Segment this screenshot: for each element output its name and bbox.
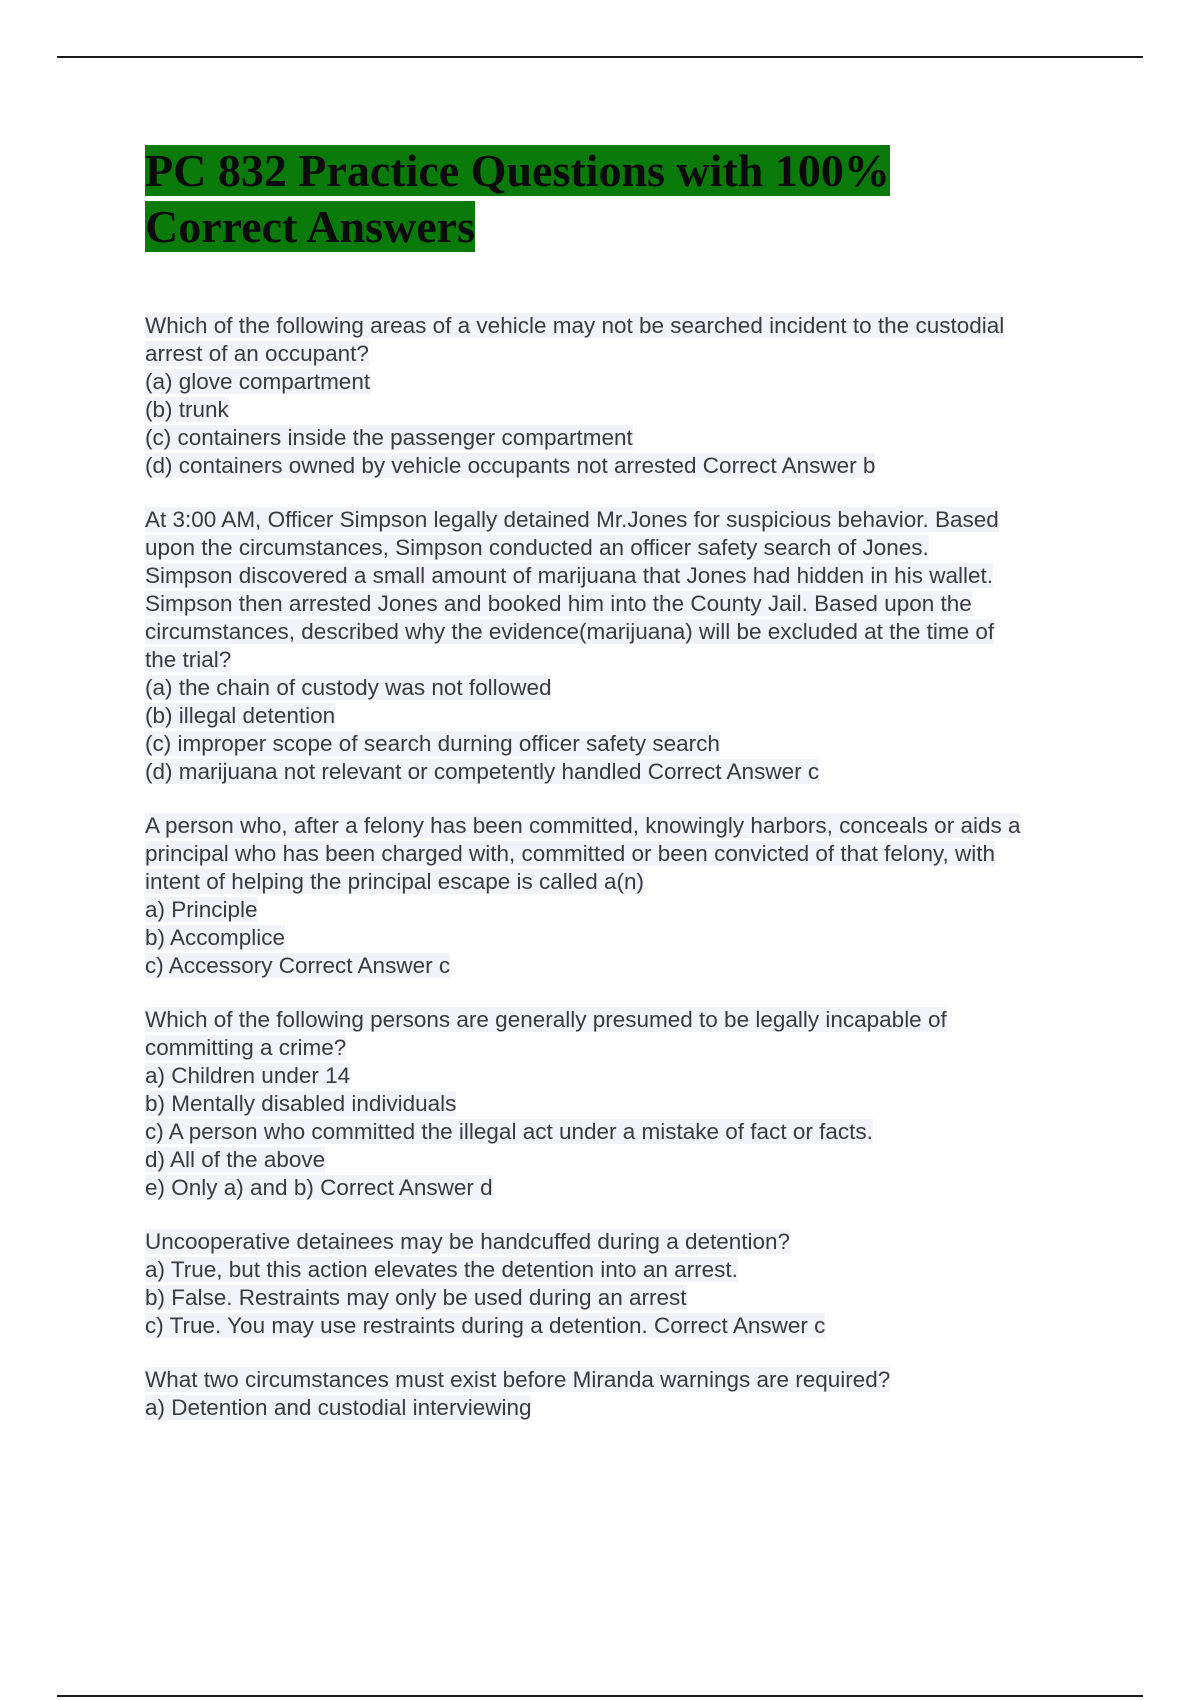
answer-option: c) Accessory Correct Answer c (145, 953, 451, 978)
question-text: A person who, after a felony has been committed, knowingly harbors, conceals or aids a (145, 813, 1021, 838)
answer-option: a) Principle (145, 897, 258, 922)
answer-option: a) True, but this action elevates the detention into an arrest. (145, 1257, 738, 1282)
title-line-2: Correct Answers (145, 201, 475, 252)
question-text: Which of the following areas of a vehicle may not be searched incident to the custodial (145, 313, 1005, 338)
question-text: arrest of an occupant? (145, 341, 369, 366)
answer-option: a) Children under 14 (145, 1063, 351, 1088)
top-rule (57, 56, 1143, 58)
answer-option: (d) containers owned by vehicle occupants not arrested Correct Answer b (145, 453, 876, 478)
question-text: Which of the following persons are generally presumed to be legally incapable of (145, 1007, 947, 1032)
answer-option: c) True. You may use restraints during a detention. Correct Answer c (145, 1313, 826, 1338)
question-block (145, 1366, 1105, 1422)
question-block (145, 1228, 1105, 1340)
answer-option: (b) illegal detention (145, 703, 336, 728)
question-text: committing a crime? (145, 1035, 347, 1060)
question-text: principal who has been charged with, committed or been convicted of that felony, with (145, 841, 996, 866)
question-block (145, 312, 1105, 480)
question-block (145, 812, 1105, 980)
question-text: the trial? (145, 647, 232, 672)
answer-option: (c) containers inside the passenger compartment (145, 425, 633, 450)
question-text: Simpson discovered a small amount of marijuana that Jones had hidden in his wallet. (145, 563, 993, 588)
answer-option: c) A person who committed the illegal act under a mistake of fact or facts. (145, 1119, 873, 1144)
question-block (145, 506, 1105, 786)
answer-option: b) Mentally disabled individuals (145, 1091, 457, 1116)
answer-option: b) Accomplice (145, 925, 286, 950)
answer-option: (d) marijuana not relevant or competently handled Correct Answer c (145, 759, 820, 784)
question-text: What two circumstances must exist before Miranda warnings are required? (145, 1367, 891, 1392)
question-text: At 3:00 AM, Officer Simpson legally detained Mr.Jones for suspicious behavior. Based (145, 507, 999, 532)
bottom-rule (57, 1695, 1143, 1697)
answer-option: a) Detention and custodial interviewing (145, 1395, 532, 1420)
answer-option: (b) trunk (145, 397, 229, 422)
question-text: circumstances, described why the evidence(marijuana) will be excluded at the time of (145, 619, 995, 644)
answer-option: (a) glove compartment (145, 369, 371, 394)
answer-option: (a) the chain of custody was not followed (145, 675, 552, 700)
question-block (145, 1006, 1105, 1202)
answer-option: d) All of the above (145, 1147, 326, 1172)
question-text: upon the circumstances, Simpson conducted an officer safety search of Jones. (145, 535, 929, 560)
title-line-1: PC 832 Practice Questions with 100% (145, 145, 890, 196)
answer-option: e) Only a) and b) Correct Answer d (145, 1175, 493, 1200)
question-text: intent of helping the principal escape is called a(n) (145, 869, 645, 894)
document-title (145, 143, 1045, 255)
answer-option: b) False. Restraints may only be used during an arrest (145, 1285, 687, 1310)
answer-option: (c) improper scope of search durning officer safety search (145, 731, 720, 756)
question-list (145, 312, 1105, 1448)
question-text: Simpson then arrested Jones and booked him into the County Jail. Based upon the (145, 591, 972, 616)
question-text: Uncooperative detainees may be handcuffed during a detention? (145, 1229, 791, 1254)
